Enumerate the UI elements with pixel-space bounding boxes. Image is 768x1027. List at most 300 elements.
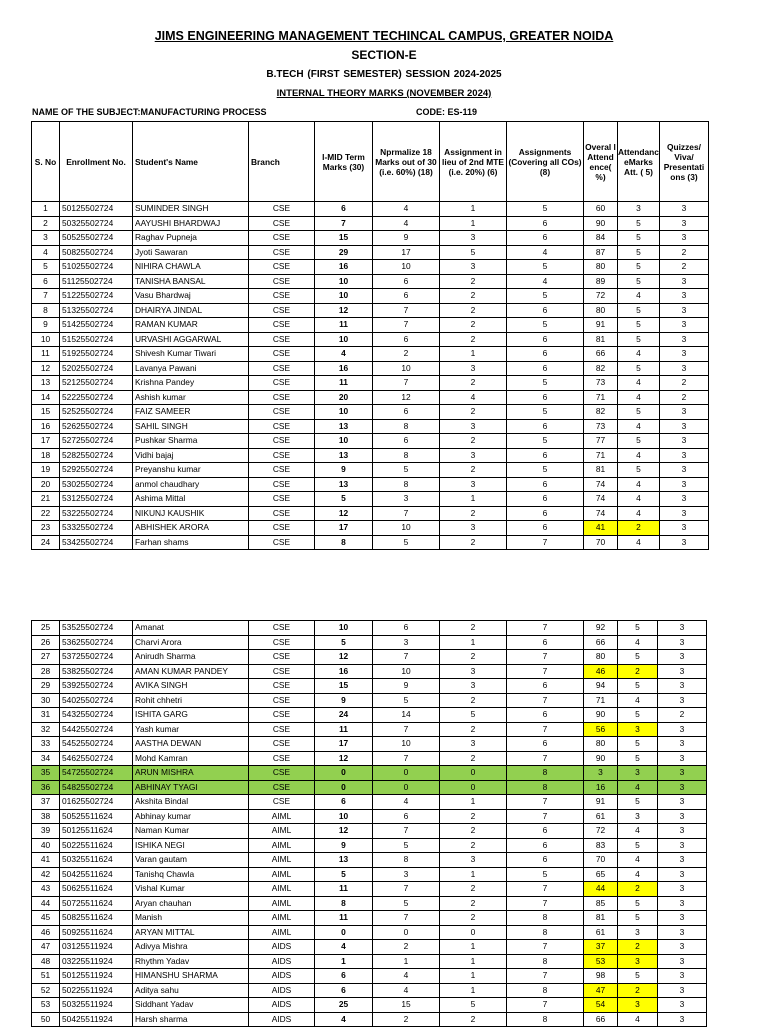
- cell-assignments: 5: [507, 405, 584, 420]
- cell-mid-term: 1: [315, 954, 373, 969]
- table-row: [32, 838, 707, 853]
- cell-name: Shivesh Kumar Tiwari: [133, 347, 249, 362]
- cell-name: Harsh sharma: [133, 1012, 249, 1027]
- cell-mid-term: 9: [315, 463, 373, 478]
- cell-branch: CSE: [249, 693, 315, 708]
- cell-quizzes: 3: [658, 954, 707, 969]
- cell-attendance-pct: 80: [584, 303, 618, 318]
- table-row: [32, 506, 709, 521]
- cell-mid-term: 10: [315, 809, 373, 824]
- cell-normalized: 7: [373, 650, 440, 665]
- cell-sno: 20: [32, 477, 60, 492]
- cell-branch: CSE: [249, 780, 315, 795]
- cell-name: Ashish kumar: [133, 390, 249, 405]
- cell-quizzes: 3: [658, 809, 707, 824]
- cell-assignments: 6: [507, 303, 584, 318]
- cell-branch: CSE: [249, 635, 315, 650]
- cell-mid-term: 10: [315, 621, 373, 636]
- cell-enrollment: 53025502724: [60, 477, 133, 492]
- cell-attendance-marks: 4: [618, 867, 658, 882]
- cell-mid-term: 13: [315, 419, 373, 434]
- cell-assignments: 4: [507, 274, 584, 289]
- cell-normalized: 15: [373, 998, 440, 1013]
- cell-assignment-mte: 2: [440, 289, 507, 304]
- cell-assignments: 6: [507, 477, 584, 492]
- cell-attendance-pct: 80: [584, 650, 618, 665]
- cell-name: Vidhi bajaj: [133, 448, 249, 463]
- cell-assignments: 6: [507, 448, 584, 463]
- cell-attendance-pct: 44: [584, 882, 618, 897]
- table-row: [32, 940, 707, 955]
- cell-quizzes: 3: [658, 838, 707, 853]
- table-row: [32, 477, 709, 492]
- cell-name: DHAIRYA JINDAL: [133, 303, 249, 318]
- table-row: [32, 231, 709, 246]
- cell-assignments: 6: [507, 216, 584, 231]
- cell-quizzes: 3: [659, 506, 708, 521]
- cell-sno: 21: [32, 492, 60, 507]
- cell-sno: 48: [32, 954, 60, 969]
- cell-attendance-marks: 3: [618, 809, 658, 824]
- cell-attendance-marks: 4: [618, 492, 660, 507]
- cell-attendance-marks: 5: [618, 795, 658, 810]
- cell-enrollment: 54725502724: [60, 766, 133, 781]
- cell-sno: 40: [32, 838, 60, 853]
- cell-branch: CSE: [249, 650, 315, 665]
- cell-attendance-pct: 80: [584, 737, 618, 752]
- cell-mid-term: 6: [315, 969, 373, 984]
- cell-branch: CSE: [249, 679, 315, 694]
- cell-normalized: 7: [373, 751, 440, 766]
- cell-branch: AIML: [249, 896, 315, 911]
- cell-attendance-pct: 81: [584, 463, 618, 478]
- cell-attendance-marks: 4: [618, 506, 660, 521]
- cell-sno: 51: [32, 969, 60, 984]
- cell-enrollment: 52125502724: [60, 376, 133, 391]
- table-row: [32, 998, 707, 1013]
- table-row: [32, 332, 709, 347]
- cell-attendance-marks: 5: [618, 434, 660, 449]
- cell-name: URVASHI AGGARWAL: [133, 332, 249, 347]
- cell-branch: AIDS: [249, 940, 315, 955]
- table-row: [32, 390, 709, 405]
- cell-branch: CSE: [249, 434, 315, 449]
- col-header-assignment-mte: Assignment in lieu of 2nd MTE (i.e. 20%) (6): [440, 122, 507, 202]
- table-body-part-1: [32, 202, 709, 550]
- cell-quizzes: 3: [658, 1012, 707, 1027]
- cell-assignment-mte: 3: [440, 361, 507, 376]
- cell-name: SAHIL SINGH: [133, 419, 249, 434]
- cell-sno: 23: [32, 521, 60, 536]
- cell-assignments: 6: [507, 679, 584, 694]
- cell-name: Aryan chauhan: [133, 896, 249, 911]
- cell-name: Tanishq Chawla: [133, 867, 249, 882]
- table-row: [32, 925, 707, 940]
- table-row: [32, 419, 709, 434]
- cell-enrollment: 51425502724: [60, 318, 133, 333]
- cell-enrollment: 52625502724: [60, 419, 133, 434]
- cell-name: ABHISHEK ARORA: [133, 521, 249, 536]
- cell-branch: AIDS: [249, 983, 315, 998]
- cell-sno: 30: [32, 693, 60, 708]
- cell-attendance-pct: 74: [584, 477, 618, 492]
- cell-attendance-pct: 66: [584, 1012, 618, 1027]
- cell-attendance-marks: 5: [618, 260, 660, 275]
- cell-mid-term: 11: [315, 318, 373, 333]
- cell-assignment-mte: 3: [440, 853, 507, 868]
- cell-attendance-marks: 3: [618, 766, 658, 781]
- cell-assignment-mte: 3: [440, 448, 507, 463]
- cell-assignment-mte: 1: [440, 940, 507, 955]
- cell-assignments: 5: [507, 289, 584, 304]
- cell-quizzes: 3: [659, 477, 708, 492]
- cell-assignment-mte: 2: [440, 882, 507, 897]
- cell-normalized: 8: [373, 477, 440, 492]
- cell-name: Anirudh Sharma: [133, 650, 249, 665]
- cell-mid-term: 5: [315, 492, 373, 507]
- cell-normalized: 10: [373, 260, 440, 275]
- cell-enrollment: 51925502724: [60, 347, 133, 362]
- cell-name: Charvi Arora: [133, 635, 249, 650]
- table-row: [32, 492, 709, 507]
- cell-quizzes: 3: [659, 419, 708, 434]
- cell-assignments: 6: [507, 521, 584, 536]
- cell-assignment-mte: 2: [440, 693, 507, 708]
- cell-attendance-marks: 4: [618, 824, 658, 839]
- cell-sno: 16: [32, 419, 60, 434]
- cell-attendance-pct: 91: [584, 795, 618, 810]
- cell-attendance-pct: 66: [584, 347, 618, 362]
- cell-assignments: 7: [507, 969, 584, 984]
- cell-attendance-marks: 4: [618, 635, 658, 650]
- cell-enrollment: 54825502724: [60, 780, 133, 795]
- cell-mid-term: 12: [315, 824, 373, 839]
- cell-quizzes: 3: [658, 882, 707, 897]
- cell-enrollment: 52025502724: [60, 361, 133, 376]
- cell-mid-term: 11: [315, 911, 373, 926]
- cell-assignments: 8: [507, 780, 584, 795]
- cell-mid-term: 10: [315, 289, 373, 304]
- cell-assignment-mte: 2: [440, 506, 507, 521]
- cell-quizzes: 3: [658, 766, 707, 781]
- cell-attendance-marks: 5: [618, 231, 660, 246]
- cell-branch: CSE: [249, 274, 315, 289]
- cell-attendance-pct: 61: [584, 925, 618, 940]
- cell-normalized: 5: [373, 693, 440, 708]
- cell-assignment-mte: 2: [440, 911, 507, 926]
- cell-branch: CSE: [249, 231, 315, 246]
- cell-normalized: 8: [373, 853, 440, 868]
- cell-quizzes: 3: [659, 361, 708, 376]
- cell-branch: CSE: [249, 390, 315, 405]
- cell-attendance-marks: 4: [618, 289, 660, 304]
- cell-assignment-mte: 1: [440, 954, 507, 969]
- cell-attendance-pct: 90: [584, 751, 618, 766]
- cell-normalized: 7: [373, 506, 440, 521]
- cell-sno: 24: [32, 535, 60, 550]
- cell-branch: CSE: [249, 376, 315, 391]
- cell-mid-term: 6: [315, 795, 373, 810]
- cell-name: anmol chaudhary: [133, 477, 249, 492]
- cell-assignments: 6: [507, 492, 584, 507]
- cell-enrollment: 50425511924: [60, 1012, 133, 1027]
- col-header-sno: S. No: [32, 122, 60, 202]
- cell-name: Amanat: [133, 621, 249, 636]
- cell-enrollment: 03125511924: [60, 940, 133, 955]
- cell-attendance-pct: 72: [584, 824, 618, 839]
- cell-sno: 13: [32, 376, 60, 391]
- cell-enrollment: 52825502724: [60, 448, 133, 463]
- cell-branch: AIML: [249, 925, 315, 940]
- col-header-name: Student's Name: [133, 122, 249, 202]
- cell-normalized: 12: [373, 390, 440, 405]
- cell-sno: 35: [32, 766, 60, 781]
- cell-mid-term: 16: [315, 361, 373, 376]
- cell-attendance-pct: 98: [584, 969, 618, 984]
- cell-quizzes: 3: [658, 664, 707, 679]
- cell-name: Varan gautam: [133, 853, 249, 868]
- cell-attendance-marks: 5: [618, 463, 660, 478]
- cell-quizzes: 3: [659, 303, 708, 318]
- section-title: SECTION-E: [351, 48, 417, 62]
- cell-assignment-mte: 2: [440, 722, 507, 737]
- cell-assignments: 7: [507, 940, 584, 955]
- cell-attendance-pct: 85: [584, 896, 618, 911]
- cell-normalized: 14: [373, 708, 440, 723]
- cell-assignment-mte: 3: [440, 419, 507, 434]
- cell-normalized: 10: [373, 521, 440, 536]
- cell-normalized: 5: [373, 896, 440, 911]
- cell-assignments: 5: [507, 260, 584, 275]
- cell-quizzes: 3: [658, 679, 707, 694]
- table-row: [32, 303, 709, 318]
- cell-quizzes: 2: [659, 245, 708, 260]
- table-row: [32, 260, 709, 275]
- table-row: [32, 780, 707, 795]
- table-row: [32, 795, 707, 810]
- cell-quizzes: 3: [658, 635, 707, 650]
- cell-mid-term: 0: [315, 925, 373, 940]
- cell-mid-term: 11: [315, 722, 373, 737]
- cell-normalized: 8: [373, 448, 440, 463]
- cell-assignments: 7: [507, 664, 584, 679]
- table-row: [32, 463, 709, 478]
- subject-name: NAME OF THE SUBJECT:MANUFACTURING PROCESS: [32, 107, 267, 117]
- cell-quizzes: 3: [659, 405, 708, 420]
- cell-name: TANISHA BANSAL: [133, 274, 249, 289]
- cell-enrollment: 53625502724: [60, 635, 133, 650]
- cell-attendance-marks: 5: [618, 911, 658, 926]
- cell-name: ABHINAY TYAGI: [133, 780, 249, 795]
- cell-sno: 43: [32, 882, 60, 897]
- cell-attendance-marks: 5: [618, 679, 658, 694]
- cell-assignment-mte: 2: [440, 824, 507, 839]
- cell-branch: CSE: [249, 347, 315, 362]
- cell-attendance-marks: 5: [618, 332, 660, 347]
- cell-quizzes: 2: [659, 390, 708, 405]
- table-row: [32, 434, 709, 449]
- marks-table-part-2: [31, 620, 707, 1027]
- cell-sno: 26: [32, 635, 60, 650]
- table-row: [32, 1012, 707, 1027]
- cell-assignment-mte: 2: [440, 463, 507, 478]
- cell-mid-term: 11: [315, 882, 373, 897]
- cell-assignments: 5: [507, 463, 584, 478]
- cell-assignment-mte: 1: [440, 216, 507, 231]
- col-header-mid-term: I-MID Term Marks (30): [315, 122, 373, 202]
- cell-branch: CSE: [249, 664, 315, 679]
- cell-attendance-pct: 74: [584, 492, 618, 507]
- cell-branch: CSE: [249, 419, 315, 434]
- cell-assignment-mte: 2: [440, 535, 507, 550]
- cell-attendance-marks: 3: [618, 998, 658, 1013]
- cell-name: ISHIKA NEGI: [133, 838, 249, 853]
- cell-quizzes: 3: [658, 940, 707, 955]
- cell-name: FAIZ SAMEER: [133, 405, 249, 420]
- cell-sno: 42: [32, 867, 60, 882]
- cell-assignments: 7: [507, 535, 584, 550]
- cell-assignment-mte: 2: [440, 318, 507, 333]
- cell-quizzes: 3: [659, 463, 708, 478]
- cell-enrollment: 51225502724: [60, 289, 133, 304]
- cell-quizzes: 3: [659, 448, 708, 463]
- cell-mid-term: 8: [315, 535, 373, 550]
- cell-assignment-mte: 3: [440, 679, 507, 694]
- cell-name: Rohit chhetri: [133, 693, 249, 708]
- table-row: [32, 737, 707, 752]
- cell-attendance-pct: 47: [584, 983, 618, 998]
- cell-attendance-pct: 65: [584, 867, 618, 882]
- cell-mid-term: 17: [315, 737, 373, 752]
- cell-attendance-pct: 70: [584, 853, 618, 868]
- cell-normalized: 7: [373, 376, 440, 391]
- cell-normalized: 3: [373, 492, 440, 507]
- table-row: [32, 679, 707, 694]
- cell-quizzes: 3: [658, 824, 707, 839]
- cell-attendance-marks: 2: [618, 521, 660, 536]
- cell-attendance-pct: 82: [584, 361, 618, 376]
- cell-sno: 41: [32, 853, 60, 868]
- cell-normalized: 6: [373, 405, 440, 420]
- cell-quizzes: 3: [659, 521, 708, 536]
- cell-quizzes: 3: [658, 998, 707, 1013]
- subject-code: CODE: ES-119: [416, 107, 478, 117]
- cell-quizzes: 2: [658, 708, 707, 723]
- cell-sno: 37: [32, 795, 60, 810]
- table-header-row: [32, 122, 709, 202]
- cell-quizzes: 3: [658, 722, 707, 737]
- cell-assignments: 8: [507, 925, 584, 940]
- cell-enrollment: 53125502724: [60, 492, 133, 507]
- cell-mid-term: 24: [315, 708, 373, 723]
- cell-name: AVIKA SINGH: [133, 679, 249, 694]
- table-row: [32, 376, 709, 391]
- cell-branch: AIDS: [249, 1012, 315, 1027]
- cell-assignments: 6: [507, 824, 584, 839]
- table-row: [32, 448, 709, 463]
- cell-mid-term: 10: [315, 434, 373, 449]
- cell-branch: CSE: [249, 751, 315, 766]
- cell-quizzes: 3: [658, 896, 707, 911]
- cell-attendance-pct: 89: [584, 274, 618, 289]
- cell-branch: CSE: [249, 492, 315, 507]
- cell-quizzes: 3: [659, 347, 708, 362]
- cell-assignments: 7: [507, 722, 584, 737]
- cell-attendance-pct: 71: [584, 390, 618, 405]
- cell-attendance-marks: 4: [618, 780, 658, 795]
- cell-enrollment: 50325511624: [60, 853, 133, 868]
- cell-attendance-pct: 94: [584, 679, 618, 694]
- cell-name: Naman Kumar: [133, 824, 249, 839]
- cell-attendance-marks: 5: [618, 274, 660, 289]
- cell-normalized: 6: [373, 274, 440, 289]
- cell-branch: CSE: [249, 260, 315, 275]
- cell-enrollment: 50125502724: [60, 202, 133, 217]
- cell-normalized: 0: [373, 780, 440, 795]
- cell-enrollment: 53825502724: [60, 664, 133, 679]
- cell-enrollment: 50325511924: [60, 998, 133, 1013]
- cell-branch: CSE: [249, 506, 315, 521]
- cell-attendance-pct: 66: [584, 635, 618, 650]
- cell-assignment-mte: 0: [440, 780, 507, 795]
- cell-name: Farhan shams: [133, 535, 249, 550]
- cell-mid-term: 16: [315, 664, 373, 679]
- cell-branch: CSE: [249, 216, 315, 231]
- cell-name: NIKUNJ KAUSHIK: [133, 506, 249, 521]
- cell-enrollment: 50525502724: [60, 231, 133, 246]
- cell-normalized: 9: [373, 231, 440, 246]
- cell-normalized: 6: [373, 289, 440, 304]
- cell-mid-term: 25: [315, 998, 373, 1013]
- cell-enrollment: 51125502724: [60, 274, 133, 289]
- cell-sno: 19: [32, 463, 60, 478]
- cell-name: Yash kumar: [133, 722, 249, 737]
- cell-attendance-marks: 5: [618, 969, 658, 984]
- cell-mid-term: 13: [315, 477, 373, 492]
- table-row: [32, 521, 709, 536]
- cell-attendance-pct: 53: [584, 954, 618, 969]
- cell-assignments: 6: [507, 347, 584, 362]
- cell-sno: 53: [32, 998, 60, 1013]
- cell-assignment-mte: 2: [440, 838, 507, 853]
- cell-branch: CSE: [249, 621, 315, 636]
- cell-mid-term: 12: [315, 751, 373, 766]
- cell-attendance-pct: 73: [584, 419, 618, 434]
- cell-assignment-mte: 3: [440, 231, 507, 246]
- cell-mid-term: 8: [315, 896, 373, 911]
- cell-name: Raghav Pupneja: [133, 231, 249, 246]
- cell-mid-term: 9: [315, 693, 373, 708]
- cell-mid-term: 5: [315, 867, 373, 882]
- table-row: [32, 969, 707, 984]
- cell-sno: 7: [32, 289, 60, 304]
- cell-branch: CSE: [249, 535, 315, 550]
- cell-quizzes: 3: [658, 795, 707, 810]
- table-body-part-2: [32, 621, 707, 1027]
- cell-attendance-marks: 5: [618, 708, 658, 723]
- cell-enrollment: 50125511924: [60, 969, 133, 984]
- cell-attendance-pct: 70: [584, 535, 618, 550]
- cell-assignments: 6: [507, 231, 584, 246]
- cell-assignment-mte: 3: [440, 664, 507, 679]
- cell-attendance-pct: 61: [584, 809, 618, 824]
- cell-assignments: 6: [507, 838, 584, 853]
- cell-mid-term: 0: [315, 780, 373, 795]
- cell-enrollment: 54325502724: [60, 708, 133, 723]
- cell-attendance-pct: 83: [584, 838, 618, 853]
- cell-sno: 25: [32, 621, 60, 636]
- cell-normalized: 6: [373, 809, 440, 824]
